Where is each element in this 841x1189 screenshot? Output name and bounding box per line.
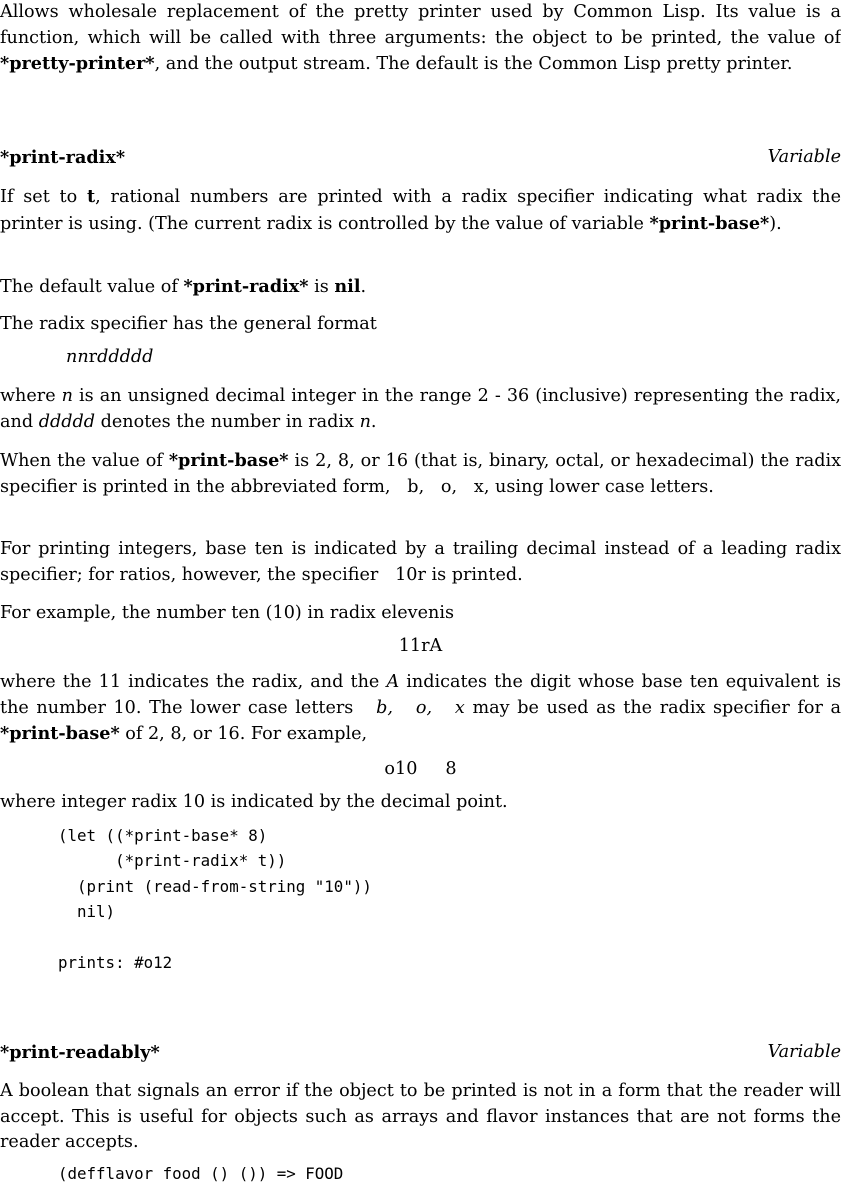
format-nn: nn	[66, 347, 89, 367]
print-readably-heading	[0, 1040, 841, 1066]
print-radix-paragraph-4	[0, 384, 841, 435]
text-run: of 2, 8, or 16. For example,	[119, 724, 368, 744]
entry-kind: Variable	[767, 1042, 841, 1062]
print-radix-paragraph-2	[0, 274, 841, 301]
intro-tail: , and the output stream. The default is the Common Lisp pretty printer.	[154, 54, 793, 74]
print-radix-paragraph-6: For printing integers, base ten is indicated by a trailing decimal instead of a leading radix specifier; for ratios, however, the specifier 10r is printed.	[0, 539, 841, 585]
text-run: where the 11 indicates the radix, and the	[0, 672, 387, 692]
var-n: n	[61, 386, 74, 406]
print-radix-paragraph-8	[0, 670, 841, 748]
print-base-var: *print-base*	[168, 450, 289, 471]
t-symbol: t	[87, 186, 96, 207]
text-run: denotes the number in radix	[95, 411, 360, 432]
text-run: is 2, 8, or 16 (that is, binary, octal, or hexadecimal) the radix specifier is printed in the abbreviated form, b, o, x, using lower case letters.	[0, 451, 841, 497]
text-run: is an unsigned decimal integer in the range 2 - 36 (inclusive) representing the radix, and	[0, 386, 841, 432]
text-run: is	[308, 277, 335, 297]
text-run: ).	[769, 213, 782, 234]
print-radix-paragraph-1	[0, 184, 841, 237]
text-run: When the value of	[0, 451, 169, 471]
text-run: may be used as the radix specifier for a	[464, 697, 841, 718]
text-run: The default value of	[0, 277, 184, 297]
text-run: If set to	[0, 187, 88, 207]
print-radix-paragraph-5	[0, 448, 841, 500]
radix-example-2: o10 8	[384, 759, 457, 779]
entry-name: *print-readably*	[0, 1042, 160, 1063]
var-n: n	[359, 411, 371, 432]
format-ddddd: ddddd	[97, 347, 154, 367]
print-radix-paragraph-3: The radix specifier has the general format	[0, 314, 377, 334]
var-a: A	[386, 672, 400, 692]
text-run: , rational numbers are printed with a radix specifier indicating what radix the printer is using. (The current radix is controlled by the value of variable	[0, 187, 841, 234]
print-radix-code-example: (let ((*print-base* 8) (*print-radix* t)) (print (read-from-string "10")) nil) prints: #o12	[58, 826, 372, 973]
entry-name: *print-radix*	[0, 147, 126, 168]
print-radix-heading	[0, 145, 841, 171]
radix-format	[66, 345, 153, 371]
print-radix-var: *print-radix*	[183, 276, 309, 297]
print-readably-code-example: (defflavor food () ()) => FOOD	[58, 1164, 344, 1183]
intro-paragraph	[0, 0, 841, 78]
text-run: .	[360, 277, 367, 297]
radix-letters: b, o, x	[376, 697, 465, 718]
nil-symbol: nil	[334, 276, 361, 297]
radix-example-1: 11rA	[398, 636, 443, 656]
print-base-var: *print-base*	[0, 723, 120, 744]
format-r: r	[88, 347, 98, 367]
pretty-printer-var: *pretty-printer*	[0, 53, 155, 74]
text-run: where	[0, 386, 62, 406]
print-radix-paragraph-9: where integer radix 10 is indicated by the decimal point.	[0, 792, 508, 812]
var-ddddd: ddddd	[38, 411, 95, 432]
intro-text: Allows wholesale replacement of the pretty printer used by Common Lisp. Its value is a function, which will be called with three arguments: the object to be printed, the value of	[0, 2, 841, 48]
text-run: indicates the digit whose base ten equivalent is the number 10. The lower case letters	[0, 672, 841, 718]
text-run: .	[370, 411, 377, 432]
print-readably-paragraph-1: A boolean that signals an error if the object to be printed is not in a form that the reader will accept. This is useful for objects such as arrays and flavor instances that are not forms the reader accepts.	[0, 1081, 841, 1152]
entry-kind: Variable	[767, 147, 841, 167]
print-radix-paragraph-7: For example, the number ten (10) in radix elevenis	[0, 603, 455, 623]
print-base-var: *print-base*	[649, 212, 770, 234]
